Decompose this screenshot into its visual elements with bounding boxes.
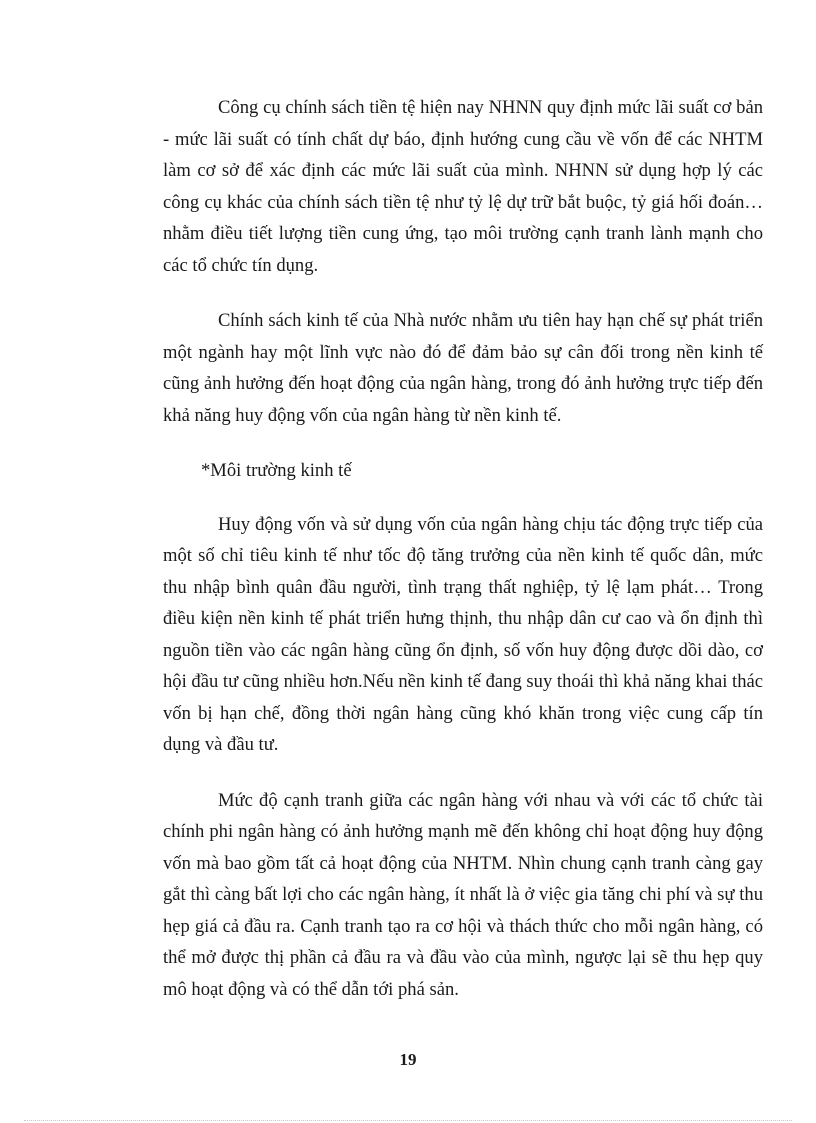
page-body — [163, 92, 763, 1029]
paragraph-economic-indicators: Huy động vốn và sử dụng vốn của ngân hàng chịu tác động trực tiếp của một số chỉ tiêu kinh tế như tốc độ tăng trưởng của nền kinh tế quốc dân, mức thu nhập bình quân đầu người, tình trạng thất nghiệp, tỷ lệ lạm phát… Trong điều kiện nền kinh tế phát triển hưng thịnh, thu nhập dân cư cao và ổn định thì nguồn tiền vào các ngân hàng cũng ổn định, số vốn huy động được dồi dào, cơ hội đầu tư cũng nhiều hơn.Nếu nền kinh tế đang suy thoái thì khả năng khai thác vốn bị hạn chế, đồng thời ngân hàng cũng khó khăn trong việc cung cấp tín dụng và đầu tư. — [163, 513, 763, 755]
section-heading-economic-environment: *Môi trường kinh tế — [201, 460, 352, 481]
page-number: 19 — [399, 1050, 417, 1069]
paragraph-competition: Mức độ cạnh tranh giữa các ngân hàng với nhau và với các tổ chức tài chính phi ngân hàng có ảnh hưởng mạnh mẽ đến không chỉ hoạt động huy động vốn mà bao gồm tất cả hoạt động của NHTM. Nhìn chung cạnh tranh càng gay gắt thì càng bất lợi cho các ngân hàng, ít nhất là ở việc gia tăng chi phí và sự thu hẹp giá cả đầu ra. Cạnh tranh tạo ra cơ hội và thách thức cho mỗi ngân hàng, có thể mở được thị phần cả đầu ra và đầu vào của mình, ngược lại sẽ thu hẹp quy mô hoạt động và có thể dẫn tới phá sản. — [163, 789, 763, 1000]
page-bottom-divider — [24, 1120, 792, 1121]
paragraph-state-economic-policy: Chính sách kinh tế của Nhà nước nhằm ưu tiên hay hạn chế sự phát triển một ngành hay một lĩnh vực nào đó để đảm bảo sự cân đối trong nền kinh tế cũng ảnh hưởng đến hoạt động của ngân hàng, trong đó ảnh hưởng trực tiếp đến khả năng huy động vốn của ngân hàng từ nền kinh tế. — [163, 310, 763, 426]
paragraph-monetary-policy-tools: Công cụ chính sách tiền tệ hiện nay NHNN quy định mức lãi suất cơ bản - mức lãi suất có tính chất dự báo, định hướng cung cầu về vốn để các NHTM làm cơ sở để xác định các mức lãi suất của mình. NHNN sử dụng hợp lý các công cụ khác của chính sách tiền tệ như tỷ lệ dự trữ bắt buộc, tỷ giá hối đoán…nhằm điều tiết lượng tiền cung ứng, tạo môi trường cạnh tranh lành mạnh cho các tổ chức tín dụng. — [163, 97, 763, 276]
